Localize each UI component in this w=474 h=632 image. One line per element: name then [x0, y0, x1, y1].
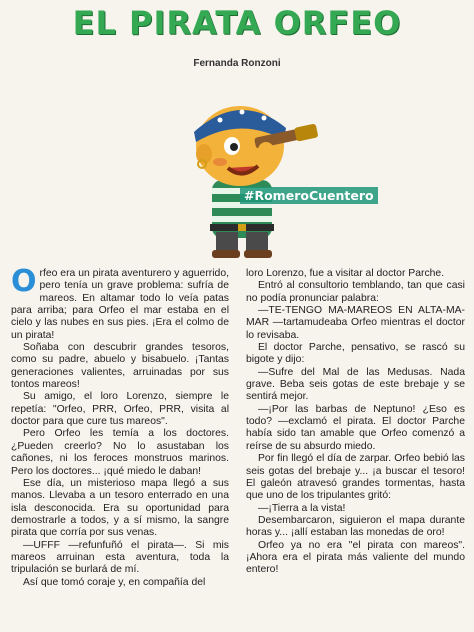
paragraph: Así que tomó coraje y, en compañía del: [23, 576, 206, 588]
author-name: Fernanda Ronzoni: [193, 58, 281, 69]
paragraph: Su amigo, el loro Lorenzo, siempre le repetía: "Orfeo, PRR, Orfeo, PRR, visita al doctor para que cure tus mareos".: [11, 391, 229, 428]
paragraph: Por fin llegó el día de zarpar. Orfeo bebió las seis gotas del brebaje y... ¡a buscar el tesoro! El galeón atravesó grandes tormentas, hasta que uno de los tripulantes gritó:: [246, 453, 465, 502]
right-column: [246, 268, 465, 577]
left-column: [11, 264, 229, 589]
paragraph: —¡Por las barbas de Neptuno! ¿Eso es todo? —exclamó el pirata. El doctor Parche había sido tan amable que Orfeo comenzó a reírse de su absurdo miedo.: [246, 403, 465, 452]
paragraph: Pero Orfeo les temía a los doctores. ¿Pueden creerlo? No lo asustaban los cañones, ni los feroces monstruos marinos. Pero los doctores... ¡qué miedo le daban!: [11, 428, 229, 477]
paragraph: Soñaba con descubrir grandes tesoros, como su padre, abuelo y bisabuelo. ¡Tantas generaciones valientes, arruinadas por sus tontos mareos!: [11, 342, 229, 391]
paragraph: —TE-TENGO MA-MAREOS EN ALTA-MA-MAR —tartamudeaba Orfeo mientras el doctor lo revisaba.: [246, 305, 465, 341]
paragraph: —Sufre del Mal de las Medusas. Nada grave. Beba seis gotas de este brebaje y se sentirá mejor.: [246, 366, 465, 403]
paragraph: Ese día, un misterioso mapa llegó a sus manos. Llevaba a un tesoro enterrado en una isla desconocida. Era su oportunidad para demostrarle a todos, y a sí mismo, la sangre pirata que corría por sus venas.: [11, 477, 229, 539]
paragraph: El doctor Parche, pensativo, se rascó su bigote y dijo:: [246, 342, 465, 366]
paragraph: —UFFF —refunfuñó el pirata—. Si mis mareos arruinan esta aventura, toda la tripulación se burlará de mí.: [11, 539, 229, 576]
hashtag-label: #RomeroCuentero: [240, 187, 378, 204]
paragraph: Orfeo ya no era "el pirata con mareos". ¡Ahora era el pirata más valiente del mundo entero!: [246, 539, 465, 576]
pirata-illustration: [150, 80, 360, 260]
story-title: EL PIRATA ORFEO: [72, 4, 402, 42]
paragraph: Orfeo era un pirata aventurero y aguerrido, pero tenía un grave problema: sufría de mareos. En altamar todo lo veía patas para arriba; para Orfeo el mar estaba en el cielo y las nubes en sus pies. ¡Era el colmo de un pirata!: [11, 264, 229, 341]
paragraph: Entró al consultorio temblando, tan que casi no podía pronunciar palabra:: [246, 280, 465, 304]
drop-cap: O: [11, 264, 37, 299]
paragraph: loro Lorenzo, fue a visitar al doctor Parche.: [246, 268, 445, 279]
paragraph: —¡Tierra a la vista!: [258, 502, 346, 514]
paragraph: Desembarcaron, siguieron el mapa durante horas y... ¡allí estaban las monedas de oro!: [246, 514, 465, 539]
